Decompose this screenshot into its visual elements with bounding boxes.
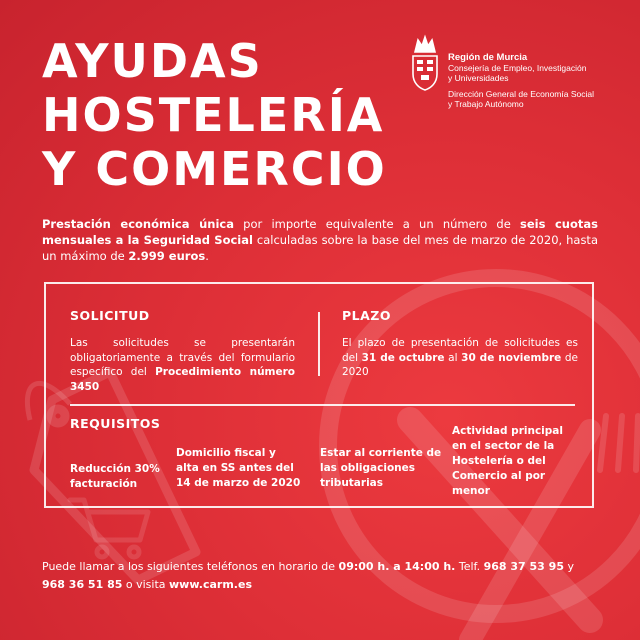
requisitos-heading: REQUISITOS: [70, 416, 161, 431]
shopping-cart-icon: [70, 500, 148, 557]
solicitud-text: Las solicitudes se presentarán obligatoriamente a través del formulario específico del Procedimiento número 3450: [70, 337, 295, 393]
title-line-1: AYUDAS: [42, 34, 263, 88]
requirement-item-1: Reducción 30% facturación: [70, 463, 160, 490]
region-name: Región de Murcia: [448, 52, 528, 63]
title-line-2: HOSTELERÍA: [42, 88, 385, 142]
plazo-text: El plazo de presentación de solicitudes es del 31 de octubre al 30 de noviembre de 2020: [342, 337, 579, 378]
plazo-start-date: 31 de octubre: [361, 351, 445, 364]
horizontal-divider: [70, 404, 575, 406]
phone-number-1[interactable]: 968 37 53 95: [483, 560, 564, 573]
intro-highlight-1: Prestación económica única: [42, 217, 234, 231]
solicitud-heading: SOLICITUD: [70, 308, 150, 323]
contact-footer: Puede llamar a los siguientes teléfonos en horario de 09:00 h. a 14:00 h. Telf. 968 37 53 95 y 968 36 51 85 o visita www.carm.es: [42, 560, 574, 591]
government-text: [448, 52, 613, 109]
plazo-end-date: 30 de noviembre: [461, 351, 562, 364]
directorate-line-2: y Trabajo Autónomo: [448, 99, 524, 109]
department-line-1: Consejería de Empleo, Investigación: [448, 63, 587, 73]
directorate-line-1: Dirección General de Economía Social: [448, 89, 594, 99]
title-line-3: Y COMERCIO: [42, 142, 387, 196]
office-hours: 09:00 h. a 14:00 h.: [338, 560, 456, 573]
requirement-item-2: Domicilio fiscal y alta en SS antes del 14 de marzo de 2020: [176, 447, 301, 489]
requirement-item-3: Estar al corriente de las obligaciones tributarias: [320, 447, 442, 489]
phone-number-2[interactable]: 968 36 51 85: [42, 578, 123, 591]
website-link[interactable]: www.carm.es: [169, 578, 252, 591]
plazo-heading: PLAZO: [342, 308, 391, 323]
department-line-2: y Universidades: [448, 73, 509, 83]
requirement-item-4: Actividad principal en el sector de la Hostelería o del Comercio al por menor: [452, 425, 563, 497]
vertical-divider: [318, 312, 320, 376]
intro-highlight-3: 2.999 euros: [128, 249, 206, 263]
procedure-number: Procedimiento número 3450: [70, 366, 295, 393]
info-box: [44, 282, 594, 508]
main-title: [42, 34, 387, 196]
intro-paragraph: Prestación económica única por importe equivalente a un número de seis cuotas mensuales a la Seguridad Social calculadas sobre la base del mes de marzo de 2020, hasta un máximo de 2.999 euros.: [42, 217, 598, 263]
intro-highlight-2: seis cuotas mensuales a la Seguridad Social: [42, 217, 598, 247]
coat-of-arms-icon: [410, 34, 440, 92]
